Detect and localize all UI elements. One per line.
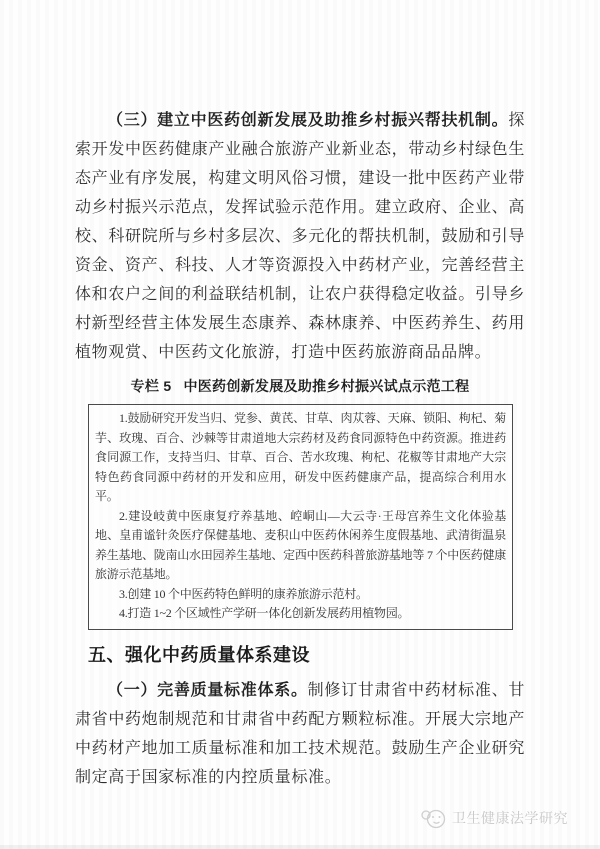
mascot-face-logo-icon (420, 807, 447, 829)
paragraph-section5-sub1 (75, 676, 525, 792)
column-box-item-4: 4.打造 1~2 个区域性产学研一体化创新发展药用植物园。 (119, 606, 410, 620)
column-box (88, 404, 513, 630)
paragraph-section3-lead: （三）建立中医药创新发展及助推乡村振兴帮扶机制。 (107, 112, 509, 129)
paragraph-section3-text: 探索开发中医药健康产业融合旅游产业新业态，带动乡村绿色生态产业有序发展，构建文明风俗习惯，建设一批中医药产业带动乡村振兴示范点，发挥试验示范作用。建立政府、企业、高校、科研院所与乡村多层次、多元化的帮扶机制，鼓励和引导资金、资产、科技、人才等资源投入中药材产业，完善经营主体和农户之间的利益联结机制，让农户获得稳定收益。引导乡村新型经营主体发展生态康养、森林康养、中医药养生、药用植物观赏、中医药文化旅游，打造中医药旅游商品品牌。 (75, 112, 525, 361)
paragraph-section5-sub1-text: 制修订甘肃省中药材标准、甘肃省中药炮制规范和甘肃省中药配方颗粒标准。开展大宗地产中药材产地加工质量标准和加工技术规范。鼓励生产企业研究制定高于国家标准的内控质量标准。 (75, 681, 525, 786)
paragraph-section3 (75, 106, 525, 367)
column-box-item-2: 2.建设岐黄中医康复疗养基地、崆峒山—大云寺·王母宫养生文化体验基地、皇甫谧针灸医疗保健基地、麦积山中医药休闲养生度假基地、武清街温泉养生基地、陇南山水田园养生基地、定西中医药科普旅游基地等 7 个中医药健康旅游示范基地。 (95, 508, 506, 581)
column-box-title-prefix: 专栏 5 (130, 378, 172, 394)
column-box-item-1: 1.鼓励研究开发当归、党参、黄芪、甘草、肉苁蓉、天麻、锁阳、枸杞、菊芋、玫瑰、百合、沙棘等甘肃道地大宗药材及药食同源特色中药资源。推进药食同源工作，支持当归、甘草、百合、苦水玫瑰、枸杞、花椒等甘肃地产大宗特色药食同源中药材的开发和应用，研发中医药健康产品，提高综合利用水平。 (95, 411, 506, 503)
section5-heading: 五、强化中药质量体系建设 (88, 644, 310, 665)
column-box-item-3: 3.创建 10 个中医药特色鲜明的康养旅游示范村。 (119, 586, 368, 601)
watermark-text: 卫生健康法学研究 (452, 810, 568, 826)
column-box-title (75, 376, 525, 396)
paragraph-section5-sub1-lead: （一）完善质量标准体系。 (107, 681, 308, 699)
column-box-title-text: 中医药创新发展及助推乡村振兴试点示范工程 (183, 378, 470, 394)
watermark (420, 807, 568, 829)
